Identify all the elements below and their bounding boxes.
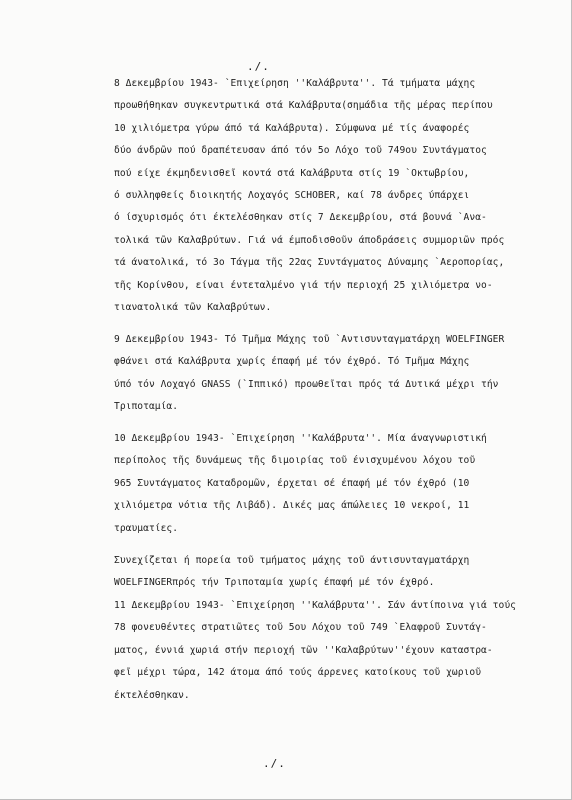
- text-line: φθάνει στά Καλάβρυτα χωρίς έπαφή μέ τόν έχθρό. Τό Τμῆμα Μάχης: [114, 356, 470, 368]
- entry-10-december: [114, 428, 534, 540]
- text-line: τολικά τῶν Καλαβρύτων. Γιά νά έμποδισθοῦν άποδράσεις συμμοριῶν πρός: [114, 234, 505, 246]
- text-line: ό συλληφθείς διοικητής Λοχαγός SCHOBER, καί 78 άνδρες ύπάρχει: [114, 189, 470, 201]
- text-line: ματος, έννιά χωριά στήν περιοχή τῶν ''Καλαβρύτων''έχουν καταστρα-: [114, 644, 493, 656]
- text-line: τά άνατολικά, τό 3ο Τάγμα τῆς 22ας Συντάγματος Δύναμης `Αεροπορίας,: [114, 257, 505, 269]
- text-line: Τριποταμία.: [114, 401, 179, 413]
- entry-10-december-continued: [114, 550, 534, 595]
- text-line: 10 χιλιόμετρα γύρω άπό τά Καλάβρυτα). Σύμφωνα μέ τίς άναφορές: [114, 122, 470, 134]
- text-line: 9 Δεκεμβρίου 1943- Τό Τμῆμα Μάχης τοῦ `Αντισυνταγματάρχη WOELFINGER: [114, 334, 505, 345]
- text-line: έκτελέσθηκαν.: [114, 689, 190, 701]
- text-line: 8 Δεκεμβρίου 1943- `Επιχείρηση ''Καλάβρυτα''. Τά τμήματα μάχης: [114, 78, 476, 89]
- text-line: τιανατολικά τῶν Καλαβρύτων.: [114, 301, 272, 313]
- text-line: δύο άνδρῶν πού δραπέτευσαν άπό τόν 5ο Λόχο τοῦ 749ου Συντάγματος: [114, 145, 487, 157]
- text-line: 78 φονευθέντες στρατιῶτες τοῦ 5ου Λόχου τοῦ 749 `Ελαφροῦ Συντάγ-: [114, 622, 487, 634]
- page-continuation-mark-top: ./.: [247, 60, 270, 73]
- entry-9-december: [114, 329, 534, 419]
- text-line: Συνεχίζεται ή πορεία τοῦ τμήματος μάχης τοῦ άντισυνταγματάρχη: [114, 555, 470, 566]
- text-line: προωθήθηκαν συγκεντρωτικά στά Καλάβρυτα(σημάδια τῆς μέρας περίπου: [114, 100, 493, 112]
- page-continuation-mark-bottom: ./.: [263, 757, 286, 770]
- text-line: WOELFINGERπρός τήν Τριποταμία χωρίς έπαφή μέ τόν έχθρό.: [114, 577, 435, 589]
- entry-11-december: [114, 595, 534, 707]
- text-line: φεῖ μέχρι τώρα, 142 άτομα άπό τούς άρρενες κατοίκους τοῦ χωριοῦ: [114, 667, 482, 679]
- text-line: πού είχε έκμηδενισθεῖ κοντά στά Καλάβρυτα στίς 19 `Οκτωβρίου,: [114, 167, 470, 179]
- text-line: τῆς Κορίνθου, είναι έντεταλμένο γιά τήν περιοχή 25 χιλιόμετρα νο-: [114, 279, 493, 291]
- text-line: ύπό τόν Λοχαγό GNASS (`Ιππικό) προωθεῖται πρός τά Δυτικά μέχρι τήν: [114, 378, 499, 390]
- entry-8-december: [114, 73, 534, 319]
- text-line: ό ίσχυρισμός ότι έκτελέσθηκαν στίς 7 Δεκεμβρίου, στά βουνά `Ανα-: [114, 212, 487, 224]
- text-line: τραυματίες.: [114, 522, 179, 534]
- text-line: 965 Συντάγματος Καταδρομῶν, έρχεται σέ έπαφή μέ τόν έχθρό (10: [114, 477, 470, 489]
- text-line: περίπολος τῆς δυνάμεως τῆς διμοιρίας τοῦ ένισχυμένου λόχου τοῦ: [114, 455, 476, 467]
- text-line: 10 Δεκεμβρίου 1943- `Επιχείρηση ''Καλάβρυτα''. Μία άναγνωριστική: [114, 433, 487, 444]
- text-line: 11 Δεκεμβρίου 1943- `Επιχείρηση ''Καλάβρυτα''. Σάν άντίποινα γιά τούς: [114, 600, 516, 611]
- text-line: χιλιόμετρα νότια τῆς Λιβάδ). Δικές μας άπώλειες 10 νεκροί, 11: [114, 500, 470, 512]
